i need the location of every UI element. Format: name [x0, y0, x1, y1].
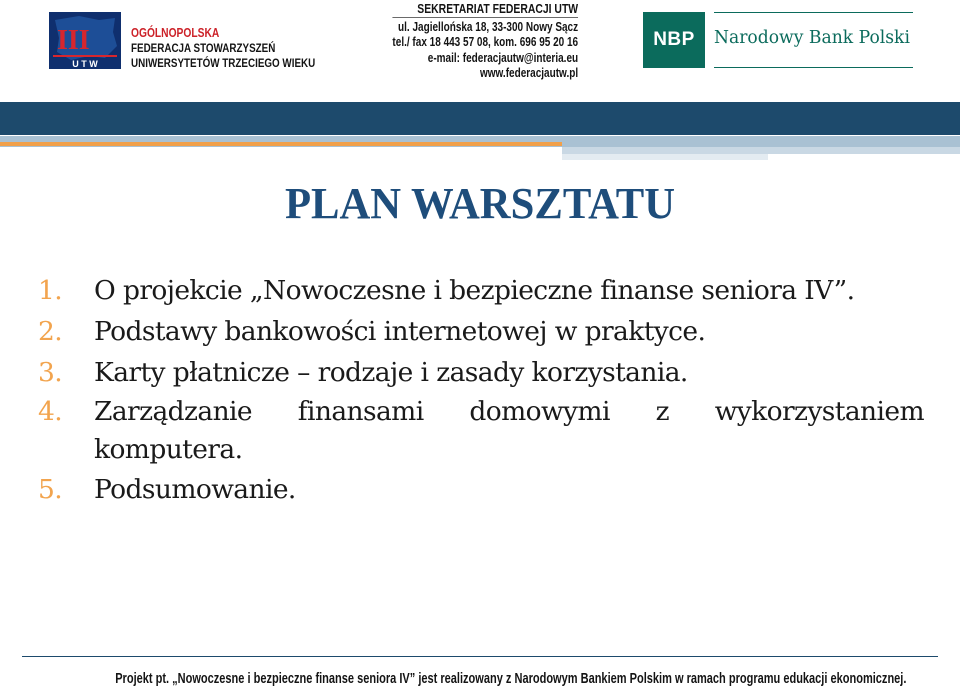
- nbp-bank-name: Narodowy Bank Polski: [714, 28, 910, 48]
- header-band-orange: [0, 142, 562, 146]
- secretariat-contact: [392, 1, 578, 81]
- utw-organization-name: [131, 26, 315, 71]
- footer-rule: [22, 656, 938, 657]
- agenda-number: 2.: [38, 316, 63, 347]
- agenda-item-4: [38, 393, 924, 469]
- footer-note: Projekt pt. „Nowoczesne i bezpieczne finanse seniora IV” jest realizowany z Narodowym Bankiem Polskim w ramach programu edukacji ekonomicznej.: [115, 671, 907, 687]
- contact-email: e-mail: federacjautw@interia.eu: [427, 50, 578, 65]
- utw-logo: [49, 12, 121, 69]
- agenda-item-1: [38, 270, 924, 311]
- agenda-number: 5.: [38, 474, 63, 505]
- nbp-bottom-rule: [714, 67, 913, 68]
- agenda-item-3: [38, 352, 924, 393]
- agenda-text-line-2: komputera.: [94, 434, 243, 465]
- agenda-text-line-1: Zarządzanie finansami domowymi z wykorzystaniem: [94, 396, 924, 427]
- utw-logo-numeral: III: [57, 25, 90, 56]
- agenda-number: 4.: [38, 396, 63, 427]
- header-band-faint-blue: [562, 154, 768, 160]
- agenda-item-2: [38, 311, 924, 352]
- agenda-text: Karty płatnicze – rodzaje i zasady korzystania.: [94, 357, 688, 388]
- header-band-dark: [0, 102, 960, 135]
- agenda-text: Podsumowanie.: [94, 474, 296, 505]
- agenda-item-5: [38, 469, 924, 510]
- contact-address: ul. Jagiellońska 18, 33-300 Nowy Sącz: [397, 20, 578, 35]
- secretariat-title: SEKRETARIAT FEDERACJI UTW: [392, 1, 578, 18]
- utw-logo-letters: U T W: [72, 59, 98, 69]
- nbp-top-rule: [714, 12, 913, 13]
- agenda-number: 3.: [38, 357, 63, 388]
- agenda-number: 1.: [38, 275, 63, 306]
- contact-phone: tel./ fax 18 443 57 08, kom. 696 95 20 16: [392, 35, 578, 50]
- nbp-logo: NBP: [643, 12, 705, 68]
- utw-name-line-3: UNIWERSYTETÓW TRZECIEGO WIEKU: [131, 56, 316, 70]
- utw-name-line-2: FEDERACJA STOWARZYSZEŃ: [131, 41, 276, 55]
- contact-website: www.federacjautw.pl: [479, 65, 578, 80]
- slide-header: [0, 0, 960, 102]
- utw-name-line-1: OGÓLNOPOLSKA: [131, 26, 220, 40]
- agenda-text: Podstawy bankowości internetowej w praktyce.: [94, 316, 706, 347]
- header-band-pale-blue: [562, 147, 960, 154]
- agenda-text: O projekcie „Nowoczesne i bezpieczne finanse seniora IV”.: [94, 275, 855, 306]
- agenda-list: [38, 270, 924, 510]
- utw-logo-graphic: [49, 12, 121, 69]
- slide-title: PLAN WARSZTATU: [284, 179, 676, 228]
